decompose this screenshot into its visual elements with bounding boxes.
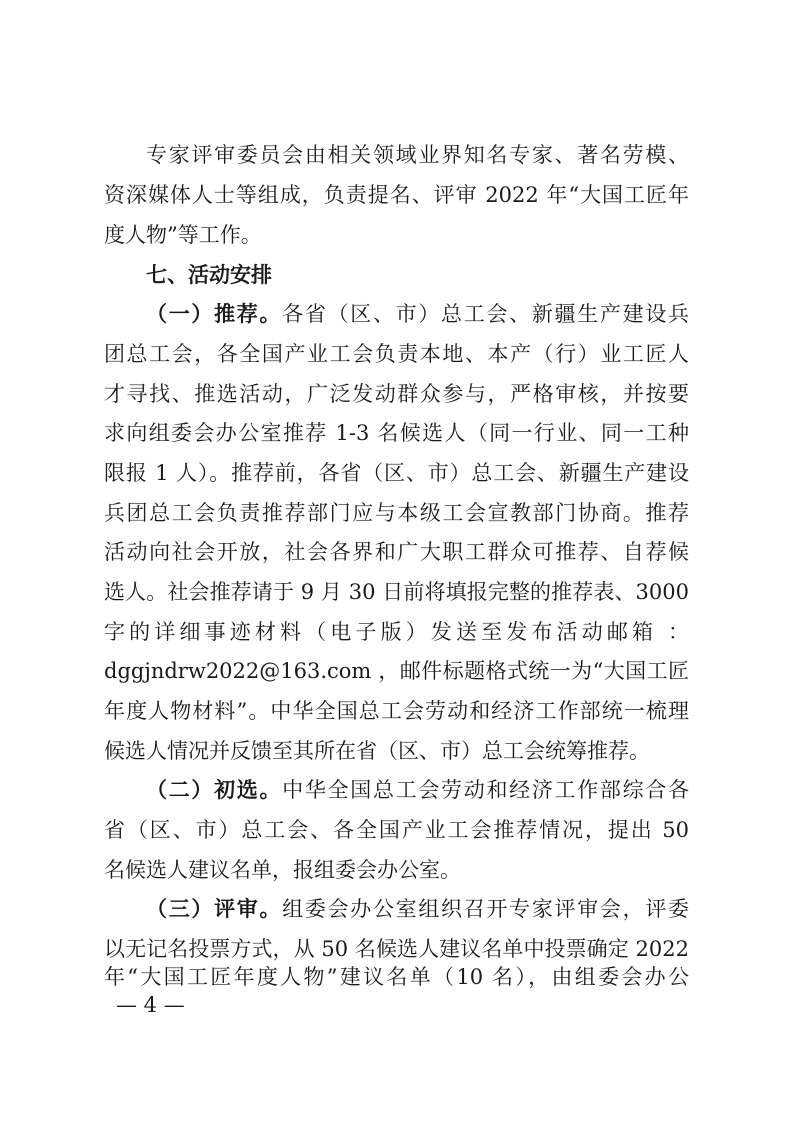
paragraph-1-line-3: 度人物”等工作。 (104, 223, 262, 247)
paragraph-2-line-4: 求向组委会办公室推荐 1-3 名候选人（同一行业、同一工种 (104, 421, 689, 445)
paragraph-2-line-2: 团总工会，各全国产业工会负责本地、本产（行）业工匠人 (104, 342, 689, 366)
paragraph-2-lead: （一）推荐。 (146, 301, 283, 326)
paragraph-2-line-1 (146, 301, 689, 327)
paragraph-2-line-8: 选人。社会推荐请于 9 月 30 日前将填报完整的推荐表、3000 (104, 580, 689, 604)
paragraph-2-line-6: 兵团总工会负责推荐部门应与本级工会宣教部门协商。推荐 (104, 501, 689, 525)
paragraph-4-line-2: 以无记名投票方式，从 50 名候选人建议名单中投票确定 2022 (104, 937, 689, 961)
page-number: — 4 — (116, 993, 185, 1017)
paragraph-3-line-2: 省（区、市）总工会、各全国产业工会推荐情况，提出 50 (104, 818, 689, 842)
paragraph-2-line-12: 候选人情况并反馈至其所在省（区、市）总工会统筹推荐。 (104, 739, 650, 763)
paragraph-3-first-line-text: 中华全国总工会劳动和经济工作部综合各 (282, 778, 689, 802)
paragraph-2-line-7: 活动向社会开放，社会各界和广大职工群众可推荐、自荐候 (104, 540, 689, 564)
paragraph-2-line-5: 限报 1 人）。推荐前，各省（区、市）总工会、新疆生产建设 (104, 461, 689, 485)
paragraph-4-first-line-text: 组委会办公室组织召开专家评审会，评委 (282, 897, 689, 921)
paragraph-4-lead: （三）评审。 (146, 896, 283, 921)
paragraph-2-first-line-text: 各省（区、市）总工会、新疆生产建设兵 (282, 302, 689, 326)
paragraph-4-line-3: 年“大国工匠年度人物”建议名单（10 名），由组委会办公 (104, 965, 689, 989)
paragraph-2-line-9: 字的详细事迹材料（电子版）发送至发布活动邮箱 ： (104, 620, 689, 644)
paragraph-1-line-2: 资深媒体人士等组成，负责提名、评审 2022 年“大国工匠年 (104, 183, 689, 207)
paragraph-1-line-1: 专家评审委员会由相关领域业界知名专家、著名劳模、 (146, 143, 689, 167)
paragraph-3-line-1 (146, 777, 689, 803)
paragraph-4-line-1 (146, 896, 689, 922)
section-heading: 七、活动安排 (146, 263, 272, 287)
paragraph-2-line-11: 年度人物材料”。中华全国总工会劳动和经济工作部统一梳理 (104, 699, 689, 723)
paragraph-3-line-3: 名候选人建议名单，报组委会办公室。 (104, 858, 461, 882)
paragraph-2-line-10: dggjndrw2022@163.com ，邮件标题格式统一为“大国工匠 (104, 659, 689, 683)
paragraph-2-line-3: 才寻找、推选活动，广泛发动群众参与，严格审核，并按要 (104, 382, 689, 406)
paragraph-3-lead: （二）初选。 (146, 777, 283, 802)
